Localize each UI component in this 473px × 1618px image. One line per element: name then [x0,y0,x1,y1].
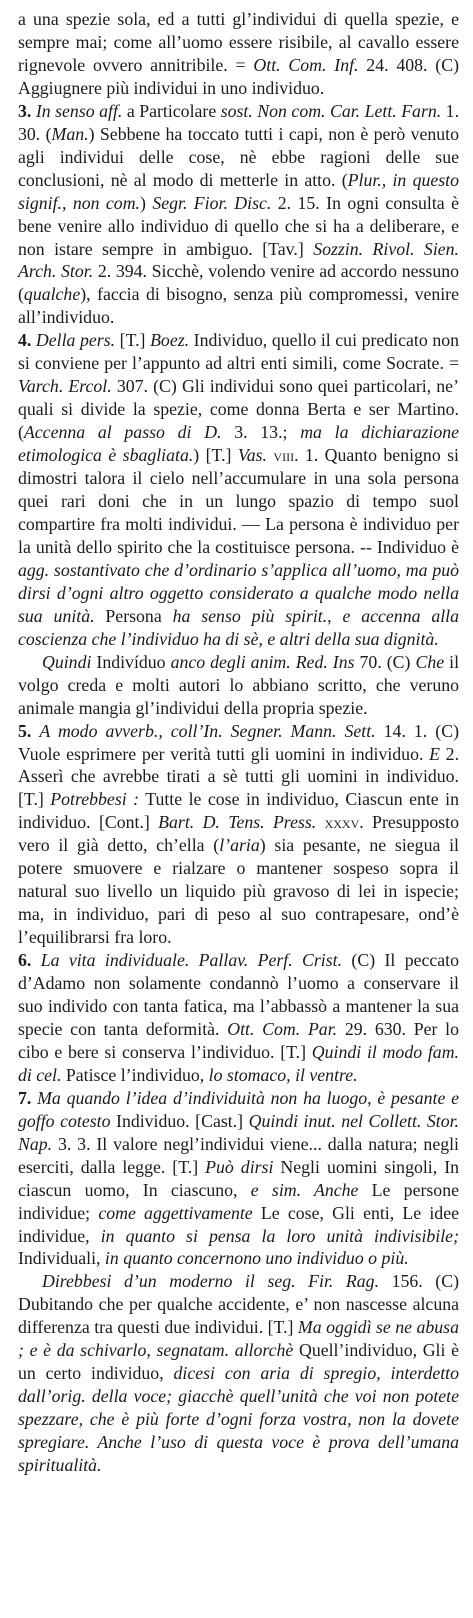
entry-text: A modo avverb., coll’In. Segner. Mann. Sett. [39,720,376,741]
entry-text: 29. 630. Per lo cibo e bere si conserva l’individuo. [T.] [18,1018,459,1062]
entry-text: Segr. Fior. Disc. [152,192,272,213]
entry-text: Quindi inut. nel Collett. Stor. Nap. [18,1110,459,1154]
entry-text: come aggettivamente [98,1202,253,1223]
entry-text: in quanto concernono uno individuo o più. [104,1248,409,1269]
entry-text: Negli uomini singoli, In ciascun uomo, In ciascuno, [18,1156,460,1200]
sense-number: 5. [18,720,40,741]
entry-text: E [429,743,440,764]
entry-text: 156. (C) Dubitando che per qualche accidente, e’ non nascesse alcuna differenza tra questi due individui. [T.] [18,1271,459,1338]
entry-text: Boez. [150,330,190,351]
entry-text: (C) Il peccato d’Adamo non solamente condannò l’uomo a conservare il suo individo con tanta fatica, ma l’abbassò a mantener la sua specie con tanta deformità. [18,950,459,1039]
sense-number: 4. [18,330,36,351]
entry-text: Individuo, quello il cui predicato non si conviene per l’appunto ad altri enti simili, come Socrate. = [18,330,459,374]
entry-text: Ma quando l’idea d’individuità non ha luogo, è pesante e goffo cotesto [18,1087,460,1131]
entry-text: agg. sostantivato che d’ordinario s’applica all’uomo, ma può dirsi d’ogni altro oggetto considerato a qualche modo nella sua unità. [18,559,459,626]
entry-text: qualche [23,284,81,305]
entry-text: Della pers. [35,330,116,351]
entry-text: Direbbesi d’un moderno il seg. Fir. Rag. [42,1271,380,1292]
entry-text: il volgo creda e molti autori lo abbiano scritto, che veruno animale mangia gl’individui della propria spezie. [18,651,460,718]
entry-text: In senso aff. [35,100,123,121]
entry-text: Può dirsi [205,1156,274,1177]
entry-paragraph [18,1087,459,1271]
entry-text: Potrebbesi : [50,789,140,810]
entry-text: 3. 13.; [221,422,301,443]
entry-paragraph [18,8,459,100]
entry-text: 24. 408. (C) Aggiugnere più individui in uno individuo. [18,54,460,98]
entry-text: 2. 15. In ogni consulta è bene venire allo individuo di quello che si ha a deliberare, e non istare sempre in ambiguo. [Tav.] [18,192,459,259]
entry-text: [T.] [115,330,151,351]
entry-text: 307. (C) Gli individui sono quei particolari, ne’ quali si divide la spezie, come donna Berta e ser Martino. ( [18,376,459,443]
entry-paragraph [18,949,459,1087]
entry-text: Vas. [237,445,268,466]
entry-text: ) Sebbene ha toccato tutti i capi, non è però venuto agli individui delle cose, nè ebbe ragioni delle sue conclusioni, nè al modo di metterle in atto. ( [18,123,459,190]
entry-text: Persona [94,605,173,626]
entry-text: in quanto si pensa la loro unità indivisibile; [100,1225,459,1246]
entry-text: Indivíduo [91,651,171,672]
entry-text: sost. Non com. Car. Lett. Farn. [220,100,442,121]
entry-text: Tutte le cose in individuo, Ciascun ente in individuo. [Cont.] [18,789,459,833]
entry-text: Le persone individue; [18,1179,459,1223]
entry-text: Che [415,651,445,672]
entry-text: Individuali, [18,1248,105,1269]
entry-text: l’aria [219,835,260,856]
entry-text: ), faccia di bisogno, senza più compromessi, venire all’individuo. [18,284,459,328]
entry-paragraph [18,651,459,720]
entry-text: Individuo. [Cast.] [110,1110,249,1131]
entry-text: ha senso più spirit., e accenna alla coscienza che l’individuo ha di sè, e altri della sua dignità. [18,605,460,649]
entry-text: Varch. Ercol. [18,376,112,397]
entry-text: Quell’individuo, Gli è un certo individuo, [18,1340,459,1384]
entry-text: Man. [51,123,89,144]
entry-text: a una spezie sola, ed a tutti gl’individui di quella spezie, e sempre mai; come all’uomo essere risibile, al cavallo essere rignevole ovvero annitribile. = [18,9,459,75]
entry-text: Le cose, Gli enti, Le idee individue, [18,1202,459,1246]
entry-text: viii [273,445,295,466]
sense-number: 6. [18,950,41,971]
entry-text: Quindi il modo fam. di cel. [18,1041,459,1085]
entry-text: 1. 30. ( [18,100,460,144]
entry-text: e sim. Anche [250,1179,359,1200]
entry-text: ) [T.] [193,445,238,466]
entry-text: anco degli anim. Red. Ins [170,651,355,672]
entry-text: ) sia pesante, ne siegua il potere smuovere e rialzare o mantener sospeso sopra il natural suo livello un liquido più gravoso di lei in ispecie; ma, in individuo, pari di peso al suo contrapesare, ond’è l’equilibrarsi fra loro. [18,835,459,948]
entry-text: lo stomaco, il ventre. [208,1064,358,1085]
entry-paragraph [18,1270,459,1477]
entry-text: 3. 3. Il valore negl’individui viene... dalla natura; negli eserciti, dalla legge. [T.] [18,1133,459,1177]
entry-text: a Particolare [122,100,221,121]
entry-text: Sozzin. Rivol. Sien. Arch. Stor. [18,238,459,282]
entry-text: Ma oggidì se ne abusa ; e è da schivarlo, segnatam. allorchè [18,1317,459,1361]
entry-text: ) [139,192,153,213]
sense-number: 3. [18,100,36,121]
entry-text: Bart. D. Tens. Press. [158,812,317,833]
entry-text: 2. Asserì che avrebbe tirati a sè tutti gli uomini in individuo. [T.] [18,743,460,810]
entry-text [316,812,324,832]
entry-text: . 1. Quanto benigno si dimostri talora il cielo nell’accumulare in una sola persona quei rari doni che in un lungo spazio di tempo suol compartire fra molti individui. — La persona è individuo per la unità dello spirito che la costituisce persona. -- Individuo è [18,445,459,557]
entry-text: ma la dichiarazione etimologica è sbagliata. [18,422,459,466]
entry-text: Plur., in questo signif., non com. [18,169,460,213]
entry-text: xxxv [324,812,360,833]
entry-text: dicesi con aria di spregio, interdetto dall’orig. della voce; giacchè quell’unità che voi non potete spezzare, che è più forte d’ogni forza vostra, non la dovete spregiare. Anche l’uso di questa voce è prova dell’umana spiritualità. [18,1363,460,1476]
entry-text: 70. (C) [354,651,416,672]
entry-text: Ott. Com. Inf. [253,54,359,75]
entry-paragraph [18,720,459,950]
sense-number: 7. [18,1087,38,1108]
entry-text: La vita individuale. Pallav. Perf. Crist. [40,950,343,971]
entry-paragraph [18,100,459,330]
entry-paragraph [18,329,459,650]
entry-text: 14. 1. (C) Vuole esprimere per verità tutti gli uomini in individuo. [18,720,459,764]
entry-text: Accenna al passo di D. [23,422,222,443]
entry-text: Patisce l’individuo, [61,1064,209,1085]
entry-text: Ott. Com. Par. [227,1018,338,1039]
entry-text: Quindi [42,651,92,672]
entry-text: . Presupposto vero il già detto, ch’ella ( [18,812,459,856]
entry-text: 2. 394. Sicchè, volendo venire ad accordo nessuno ( [18,261,459,305]
